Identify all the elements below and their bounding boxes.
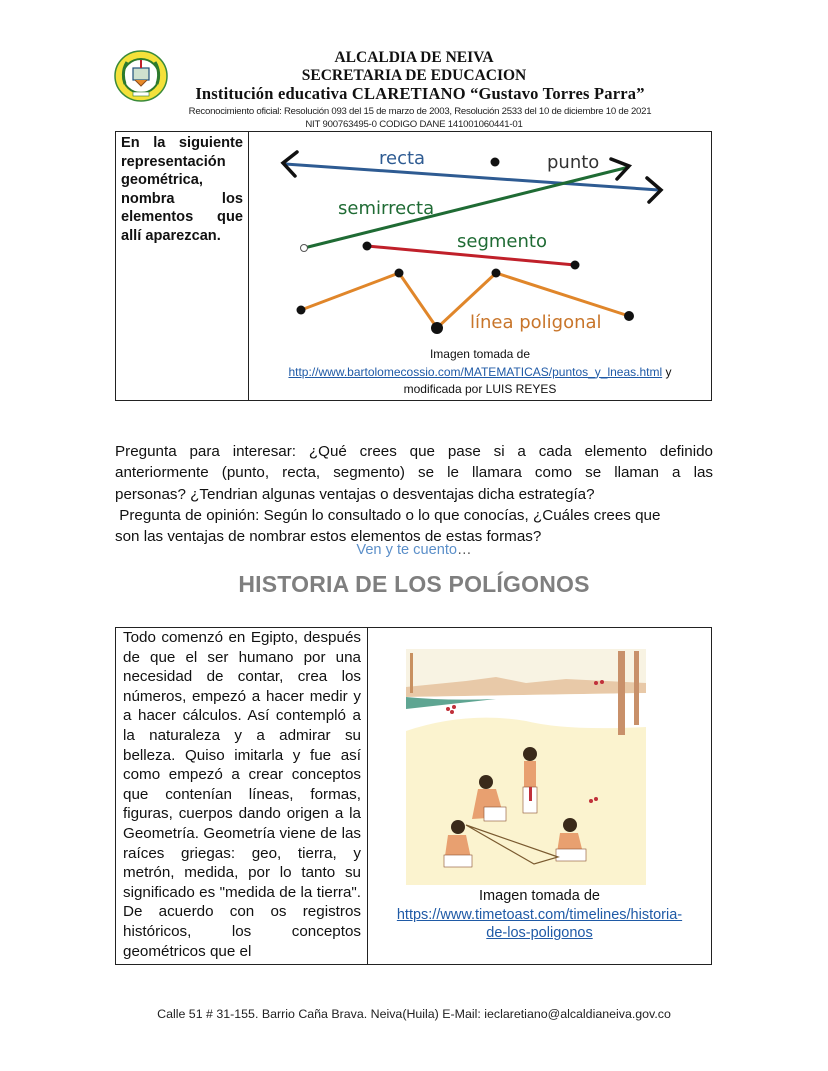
opinion-question-line: Pregunta de opinión: Según lo consultado o lo que conocías, ¿Cuáles crees que	[115, 506, 661, 524]
header-nit-dane: NIT 900763495-0 CODIGO DANE 141001060441-01	[305, 119, 523, 130]
header-alcaldia: ALCALDIA DE NEIVA	[334, 49, 494, 66]
interest-question-line: Pregunta para interesar: ¿Qué crees que pase si a cada elemento definido	[115, 443, 713, 460]
history-text: Todo comenzó en Egipto, después de que el ser humano por una necesidad de contar, crea los números, empezó a hacer medir y a hacer cálculos. Así contempló a la naturaleza y a admirar su belleza. Quiso imitarla y fue así como empezó a crear conceptos que contenían líneas, formas, figuras, cuerpos dando origen a la Geometría. Geometría viene de las raíces griegas: geo, tierra, y metrón, medida, por lo tanto su significado es "medida de la tierra". De acuerdo con os registros históricos, los conceptos geométricos que el	[123, 629, 361, 960]
diagram-source-link[interactable]: http://www.bartolomecossio.com/MATEMATICAS/puntos_y_lneas.html	[288, 364, 663, 379]
activity-diagram-cell	[249, 132, 711, 400]
label-segmento: segmento	[457, 231, 547, 252]
footer-address: Calle 51 # 31-155. Barrio Caña Brava. Neiva(Huila) E-Mail: ieclaretiano@alcaldianeiva.gov.co	[157, 1007, 671, 1021]
label-linea-poligonal: línea poligonal	[470, 312, 602, 333]
activity-table	[115, 131, 712, 401]
ven-y-te-cuento	[0, 542, 828, 558]
label-punto: punto	[547, 152, 600, 173]
diagram-caption-prefix: Imagen tomada de	[429, 347, 531, 361]
activity-prompt-cell	[116, 132, 249, 400]
history-text-cell	[116, 628, 368, 964]
questions-block	[115, 441, 713, 547]
diagram-caption-author: modificada por LUIS REYES	[403, 382, 557, 396]
label-semirrecta: semirrecta	[338, 198, 435, 219]
label-recta: recta	[379, 148, 426, 169]
section-title: HISTORIA DE LOS POLÍGONOS	[238, 571, 590, 597]
history-table	[115, 627, 712, 965]
diagram-caption	[249, 346, 711, 399]
activity-prompt: En la siguiente representación geométrica, nombra los elementos que allí aparezcan.	[121, 135, 243, 244]
opinion-question-line: son las ventajas de nombrar estos elementos de estas formas?	[115, 528, 542, 546]
header-recognition: Reconocimiento oficial: Resolución 093 del 15 de marzo de 2003, Resolución 2533 del 10 de diciembre 10 de 2021	[188, 106, 652, 117]
diagram-caption-and: y	[662, 364, 672, 379]
ven-text: Ven y te cuento	[356, 542, 458, 558]
history-caption-prefix: Imagen tomada de	[479, 888, 600, 904]
history-image-caption	[368, 887, 711, 943]
history-image-cell	[368, 628, 711, 964]
egyptians-measuring-image	[406, 649, 646, 885]
history-source-link-line1[interactable]: https://www.timetoast.com/timelines/historia-	[396, 906, 683, 923]
ven-dots: …	[457, 542, 472, 558]
header-secretaria: SECRETARIA DE EDUCACION	[301, 67, 527, 84]
header-institution: Institución educativa CLARETIANO “Gustavo Torres Parra”	[195, 84, 645, 103]
point-dot	[491, 158, 500, 167]
interest-question-line: personas? ¿Tendrian algunas ventajas o desventajas dicha estrategía?	[115, 485, 595, 503]
interest-question-line: anteriormente (punto, recta, segmento) se le llamara como se llaman a las	[115, 464, 713, 482]
geometry-diagram	[249, 132, 711, 344]
history-source-link-line2[interactable]: de-los-poligonos	[486, 925, 593, 941]
